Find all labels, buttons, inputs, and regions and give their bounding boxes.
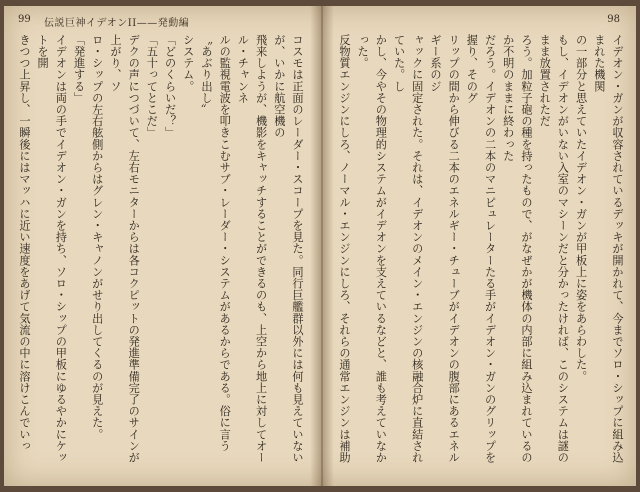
- text-line: デクの声につづいて、左右モニターからは各コクピットの発進準備完了のサインが上がり、ソ: [108, 34, 141, 464]
- text-line: 反物質エンジンにしろ、ノーマル・エンジンにしろ、それらの通常エンジンは補助: [337, 34, 351, 464]
- text-line: ャックに固定された。それは、イデオンのメイン・エンジンの核融合炉に直結されていた。し: [392, 34, 424, 464]
- text-line: システム。: [181, 34, 195, 92]
- right-page-number: 98: [607, 14, 620, 25]
- text-line: もし、イデオンがいない入室のマシーンだと分かったければ、このシステムは謎のまま放置されただ: [538, 34, 570, 464]
- left-page-body: [18, 34, 306, 474]
- text-line: 「どのくらいだ？」: [163, 34, 177, 139]
- open-book: [4, 6, 636, 486]
- text-line: ロ・シップの左右舷側からはグレン・キャノンがせり出してくるのが見えた。: [90, 34, 104, 440]
- text-line: かし、今やその物理的システムがイデオンを支えているなどと、誰も考えていなかった。: [356, 34, 388, 464]
- text-line: ろう。加粒子砲の種を持ったもので、がなぜかが機体の内部に組み込まれているのか不明のままに終わった: [501, 34, 533, 464]
- text-line: 飛来しようが、機影をキャッチすることができるのも、上空から地上に対してオール・チャンネ: [236, 34, 268, 464]
- right-page: [322, 6, 636, 486]
- text-line: の一部分と思えていたイデオン・ガンが甲板上に姿をあらわした。: [574, 34, 588, 382]
- text-line: ルの監視電波を叩きこむサブ・レーダー・システムがあるからである。俗に言う〝あぶり出し〟: [199, 34, 232, 452]
- text-line: だろう。イデオンの二本のマニピュレーターたる手がイデオン・ガンのグリップを握り、そのグ: [465, 34, 497, 464]
- running-head: 伝説巨神イデオンII——発動編: [44, 18, 190, 29]
- text-line: 「発進する」: [72, 34, 86, 104]
- right-page-body: [334, 34, 626, 474]
- left-page-number: 99: [18, 14, 31, 25]
- text-line: イデオン・ガンが収容されているデッキが開かれて、今までソロ・シップに組み込まれた機関: [592, 34, 624, 464]
- text-line: きつつ上昇し、一瞬後にはマッハに近い速度をあげて気流の中に溶けこんでいっ: [18, 34, 31, 452]
- left-page: [4, 6, 318, 486]
- text-line: イデオンは両の手でイデオン・ガンを持ち、ソロ・シップの甲板にゆるやかにケットを開: [36, 34, 68, 464]
- text-line: コスモは正面のレーダー・スコープを見た。同行巨艦群以外には何も見えていないが、いかに航空機の: [272, 34, 304, 464]
- text-line: 「五十ってとこだ」: [145, 34, 159, 139]
- text-line: リップの間から伸びる二本のエネルギー・チューブがイデオンの腹部にあるエネルギー系のジ: [428, 34, 461, 464]
